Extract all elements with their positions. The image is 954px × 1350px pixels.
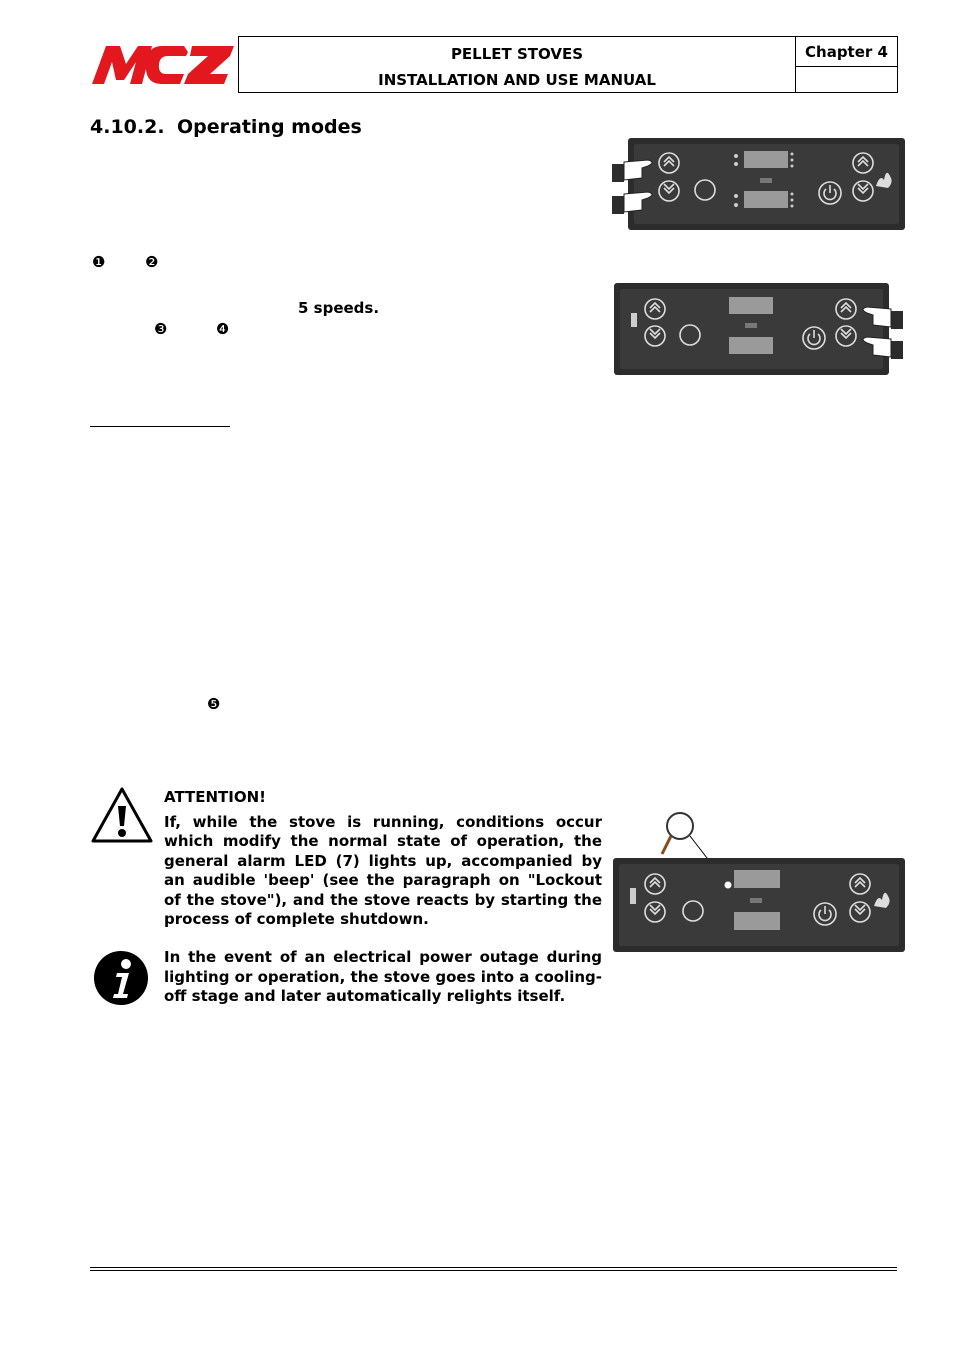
attention-block	[164, 788, 602, 930]
marker-4: ❹	[216, 320, 230, 338]
header-title	[239, 37, 796, 92]
underline-rule	[90, 426, 230, 427]
header-title-line2: INSTALLATION AND USE MANUAL	[378, 71, 656, 89]
warning-triangle-icon	[90, 786, 154, 844]
marker-1: ❶	[92, 253, 106, 271]
info-note: In the event of an electrical power outage during lighting or operation, the stove goes into a cooling-off stage and later automatically relights itself.	[164, 948, 603, 1005]
section-number: 4.10.2.	[90, 116, 165, 138]
control-panel-figure-1	[612, 138, 906, 232]
header-title-line1: PELLET STOVES	[450, 45, 584, 63]
marker-3: ❸	[154, 320, 168, 338]
section-title: Operating modes	[177, 116, 362, 138]
control-panel-figure-2	[613, 283, 905, 377]
attention-title: ATTENTION!	[164, 788, 267, 806]
footer-rule-top	[90, 1267, 897, 1268]
marker-2: ❷	[145, 253, 159, 271]
footer-rule-bottom	[90, 1270, 897, 1271]
header-box	[238, 36, 898, 93]
mcz-logo	[92, 42, 234, 86]
control-panel-figure-3	[612, 806, 906, 954]
header-chapter-cell	[796, 37, 897, 92]
section-heading	[90, 116, 362, 138]
speeds-text: 5 speeds.	[298, 299, 380, 317]
chapter-label: Chapter 4	[796, 37, 897, 67]
info-icon	[93, 950, 149, 1006]
attention-body: If, while the stove is running, conditions occur which modify the normal state of operation, the general alarm LED (7) lights up, accompanied by an audible 'beep' (see the paragraph on "Lockout of the stove"), and the stove reacts by starting the process of complete shutdown.	[164, 812, 602, 928]
marker-5: ❺	[207, 695, 221, 713]
